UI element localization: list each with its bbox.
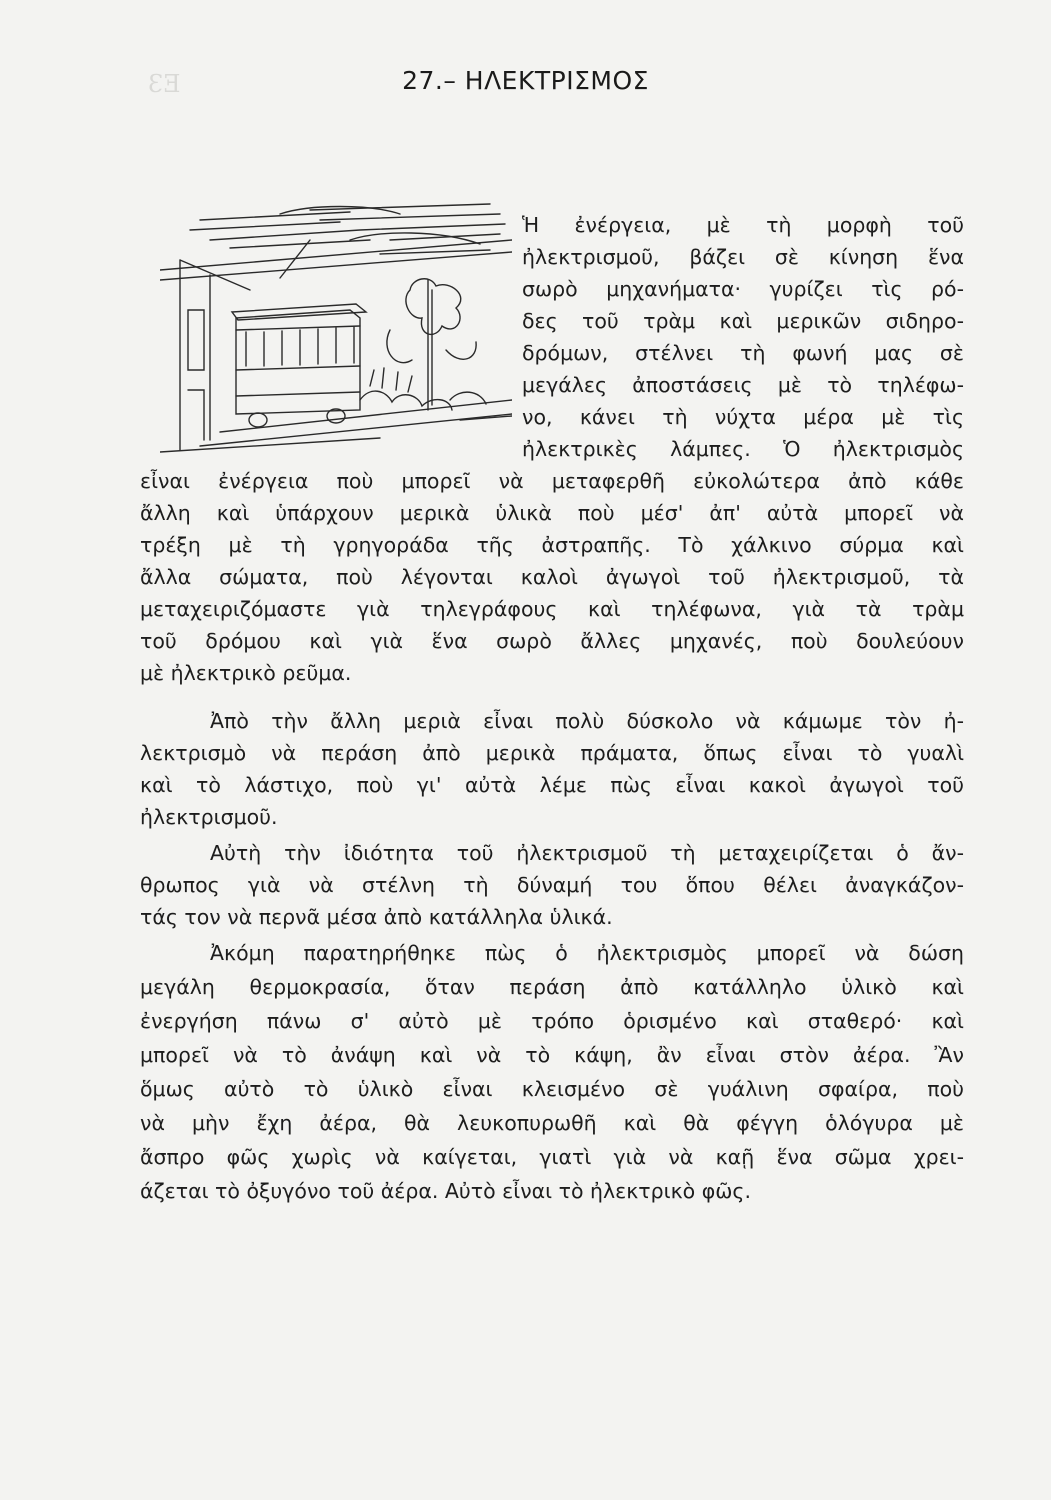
text-line: νο, κάνει τὴ νύχτα μέρα μὲ τὶς — [522, 405, 964, 429]
text-line: θρωπος γιὰ νὰ στέλνη τὴ δύναμή του ὅπου θέλει ἀναγκάζον- — [140, 873, 964, 897]
text-line: καὶ τὸ λάστιχο, ποὺ γι' αὐτὰ λέμε πὼς εἶναι κακοὶ ἀγωγοὶ τοῦ — [140, 773, 964, 797]
text-line: λεκτρισμὸ νὰ περάση ἀπὸ μερικὰ πράματα, ὅπως εἶναι τὸ γυαλὶ — [140, 741, 964, 765]
text-line: εἶναι ἐνέργεια ποὺ μπορεῖ νὰ μεταφερθῆ εὐκολώτερα ἀπὸ κάθε — [140, 469, 964, 493]
text-line: τοῦ δρόμου καὶ γιὰ ἕνα σωρὸ ἄλλες μηχανές, ποὺ δουλεύουν — [140, 629, 964, 653]
text-line: μὲ ἠλεκτρικὸ ρεῦμα. — [140, 661, 352, 685]
text-line: ἄσπρο φῶς χωρὶς νὰ καίγεται, γιατὶ γιὰ νὰ καῇ ἕνα σῶμα χρει- — [140, 1145, 964, 1169]
text-line: μεγάλη θερμοκρασία, ὅταν περάση ἀπὸ κατάλληλο ὑλικὸ καὶ — [140, 975, 964, 999]
page-title: 27.– ΗΛΕΚΤΡΙΣΜΟΣ — [402, 66, 649, 95]
text-line: μπορεῖ νὰ τὸ ἀνάψη καὶ νὰ τὸ κάψη, ἂν εἶναι στὸν ἀέρα. Ἂν — [140, 1043, 964, 1067]
text-line: ἠλεκτρισμοῦ, βάζει σὲ κίνηση ἕνα — [522, 245, 964, 269]
paragraph-first-line: Ἀπὸ τὴν ἄλλη μεριὰ εἶναι πολὺ δύσκολο νὰ κάμωμε τὸν ἠ- — [210, 709, 964, 733]
text-line: ὅμως αὐτὸ τὸ ὑλικὸ εἶναι κλεισμένο σὲ γυάλινη σφαίρα, ποὺ — [140, 1077, 964, 1101]
text-line: τρέξη μὲ τὴ γρηγοράδα τῆς ἀστραπῆς. Τὸ χάλκινο σύρμα καὶ — [140, 533, 964, 557]
text-line: ἄλλη καὶ ὑπάρχουν μερικὰ ὑλικὰ ποὺ μέσ' ἀπ' αὐτὰ μπορεῖ νὰ — [140, 501, 964, 525]
show-through-text: ЕЗ — [148, 70, 181, 98]
text-line: Ἡ ἐνέργεια, μὲ τὴ μορφὴ τοῦ — [522, 213, 964, 237]
text-line: ἠλεκτρισμοῦ. — [140, 805, 278, 829]
paragraph-first-line: Ἀκόμη παρατηρήθηκε πὼς ὁ ἠλεκτρισμὸς μπορεῖ νὰ δώση — [210, 941, 964, 965]
text-line: ἐνεργήση πάνω σ' αὐτὸ μὲ τρόπο ὁρισμένο καὶ σταθερό· καὶ — [140, 1009, 964, 1033]
text-line: άζεται τὸ ὀξυγόνο τοῦ ἀέρα. Αὐτὸ εἶναι τὸ ἠλεκτρικὸ φῶς. — [140, 1179, 751, 1203]
text-line: σωρὸ μηχανήματα· γυρίζει τὶς ρό- — [522, 277, 964, 301]
paragraph-first-line: Αὐτὴ τὴν ἰδιότητα τοῦ ἠλεκτρισμοῦ τὴ μεταχειρίζεται ὁ ἄν- — [210, 841, 964, 865]
text-line: μεγάλες ἀποστάσεις μὲ τὸ τηλέφω- — [522, 373, 964, 397]
text-line: δρόμων, στέλνει τὴ φωνή μας σὲ — [522, 341, 964, 365]
text-line: δες τοῦ τρὰμ καὶ μερικῶν σιδηρο- — [522, 309, 964, 333]
text-line: μεταχειριζόμαστε γιὰ τηλεγράφους καὶ τηλέφωνα, γιὰ τὰ τρὰμ — [140, 597, 964, 621]
tram-illustration — [160, 200, 512, 458]
text-line: ἠλεκτρικὲς λάμπες. Ὁ ἠλεκτρισμὸς — [522, 437, 964, 461]
text-line: ἄλλα σώματα, ποὺ λέγονται καλοὶ ἀγωγοὶ τοῦ ἠλεκτρισμοῦ, τὰ — [140, 565, 964, 589]
text-line: τάς τον νὰ περνᾶ μέσα ἀπὸ κατάλληλα ὑλικά. — [140, 905, 613, 929]
text-line: νὰ μὴν ἔχη ἀέρα, θὰ λευκοπυρωθῆ καὶ θὰ φέγγη ὁλόγυρα μὲ — [140, 1111, 964, 1135]
